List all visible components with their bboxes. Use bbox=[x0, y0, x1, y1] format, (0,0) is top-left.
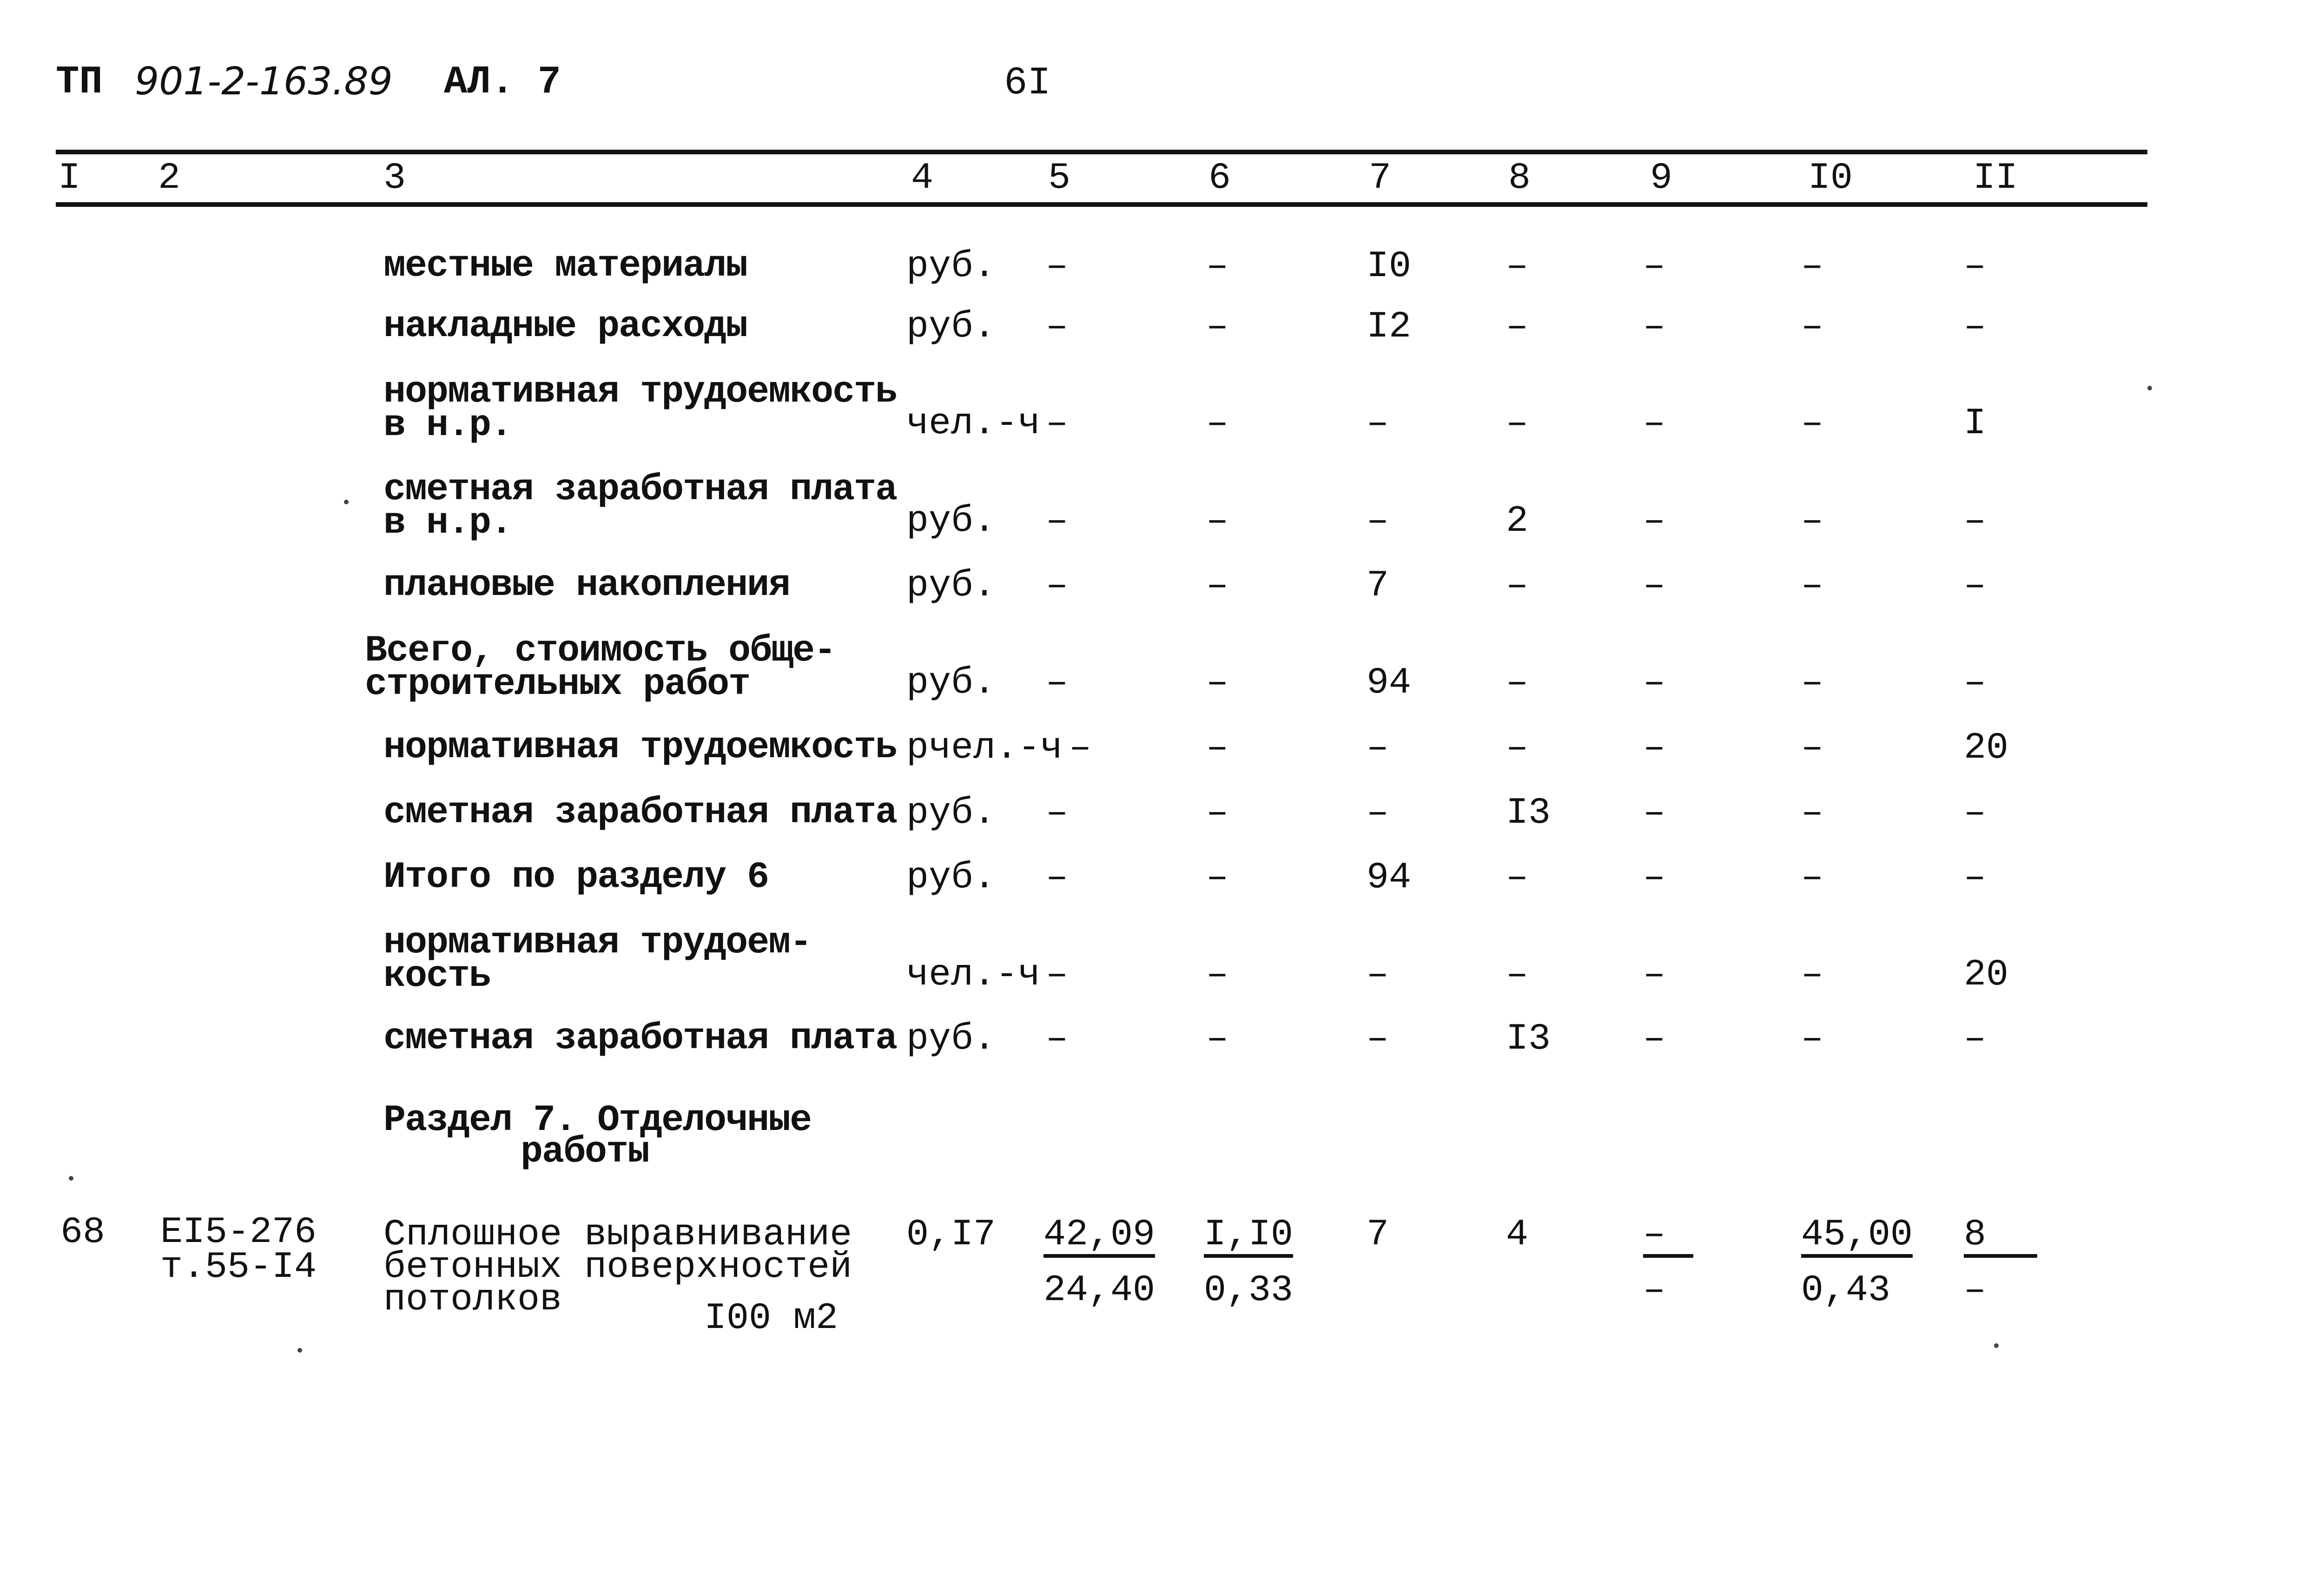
row-c8: – bbox=[1506, 306, 1529, 348]
row-c5: – bbox=[1046, 662, 1069, 704]
column-header-5: 5 bbox=[1048, 157, 1071, 199]
row-unit: чел.-ч bbox=[906, 954, 1041, 996]
row-c8: 2 bbox=[1506, 500, 1529, 542]
row-label: нормативная трудоемкость bbox=[383, 727, 897, 769]
row-c6: – bbox=[1206, 857, 1229, 899]
item-c10-top: 45,00 bbox=[1801, 1218, 1913, 1258]
row-c11: – bbox=[1964, 662, 1987, 704]
row-unit: руб. bbox=[906, 245, 996, 288]
row-c10: – bbox=[1801, 565, 1824, 607]
column-header-4: 4 bbox=[911, 157, 934, 199]
row-c10: – bbox=[1801, 662, 1824, 704]
row-c5: – bbox=[1046, 1018, 1069, 1060]
row-c7: – bbox=[1367, 1018, 1389, 1060]
row-c5: – bbox=[1046, 954, 1069, 996]
column-header-10: I0 bbox=[1808, 157, 1853, 199]
row-unit: рчел.-ч bbox=[906, 727, 1063, 769]
item-c11-bottom: – bbox=[1964, 1269, 1987, 1312]
item-c10-bottom: 0,43 bbox=[1801, 1269, 1891, 1312]
row-c7: 94 bbox=[1367, 662, 1412, 704]
scan-speckle bbox=[69, 1176, 73, 1181]
item-c9-bottom: – bbox=[1643, 1269, 1666, 1312]
row-c5: – bbox=[1046, 792, 1069, 834]
row-c11: – bbox=[1964, 857, 1987, 899]
item-unit: I00 м2 bbox=[704, 1297, 838, 1340]
row-c5: – bbox=[1046, 857, 1069, 899]
row-c10: – bbox=[1801, 245, 1824, 288]
column-header-7: 7 bbox=[1369, 157, 1392, 199]
row-c11: I bbox=[1964, 403, 1987, 445]
row-c5: – bbox=[1046, 245, 1069, 288]
item-c6-top: I,I0 bbox=[1204, 1218, 1293, 1258]
row-label: нормативная трудоемкость в н.р. bbox=[383, 371, 897, 447]
row-c11: 20 bbox=[1964, 954, 2009, 996]
row-c7: – bbox=[1367, 954, 1389, 996]
item-c5-top: 42,09 bbox=[1043, 1218, 1155, 1258]
row-c5: – bbox=[1046, 306, 1069, 348]
row-c9: – bbox=[1643, 1018, 1666, 1060]
row-c7: – bbox=[1367, 727, 1389, 769]
column-header-6: 6 bbox=[1208, 157, 1231, 199]
row-c9: – bbox=[1643, 403, 1666, 445]
row-c8: – bbox=[1506, 403, 1529, 445]
row-c6: – bbox=[1206, 662, 1229, 704]
row-c7: I2 bbox=[1367, 306, 1412, 348]
row-c7: – bbox=[1367, 500, 1389, 542]
row-c11: – bbox=[1964, 500, 1987, 542]
row-c9: – bbox=[1643, 662, 1666, 704]
row-c11: – bbox=[1964, 245, 1987, 288]
table-top-rule bbox=[56, 150, 2147, 154]
row-c6: – bbox=[1206, 306, 1229, 348]
row-label: сметная заработная плата bbox=[383, 792, 897, 834]
row-unit: руб. bbox=[906, 1018, 996, 1060]
row-c9: – bbox=[1643, 565, 1666, 607]
row-c10: – bbox=[1801, 954, 1824, 996]
row-c6: – bbox=[1206, 792, 1229, 834]
row-unit: руб. bbox=[906, 565, 996, 607]
item-number: 68 bbox=[60, 1211, 106, 1254]
row-c6: – bbox=[1206, 954, 1229, 996]
row-c5: – bbox=[1046, 565, 1069, 607]
row-label: сметная заработная плата в н.р. bbox=[383, 469, 897, 544]
item-code-ref: т.55-I4 bbox=[160, 1246, 317, 1288]
row-c9: – bbox=[1643, 857, 1666, 899]
row-c8: I3 bbox=[1506, 1018, 1551, 1060]
item-description: потолков bbox=[383, 1279, 562, 1321]
row-c10: – bbox=[1801, 500, 1824, 542]
row-c11: – bbox=[1964, 792, 1987, 834]
row-c8: I3 bbox=[1506, 792, 1551, 834]
column-header-11: II bbox=[1973, 157, 2018, 199]
doc-sheet: АЛ. 7 bbox=[444, 60, 561, 105]
row-c7: I0 bbox=[1367, 245, 1412, 288]
row-c5: – bbox=[1046, 500, 1069, 542]
column-header-9: 9 bbox=[1650, 157, 1673, 199]
row-c8: – bbox=[1506, 565, 1529, 607]
item-c6-bottom: 0,33 bbox=[1204, 1269, 1294, 1312]
row-label: Итого по разделу 6 bbox=[383, 856, 769, 898]
row-c7: – bbox=[1367, 792, 1389, 834]
row-c6: – bbox=[1206, 500, 1229, 542]
row-c9: – bbox=[1643, 245, 1666, 288]
row-c6: – bbox=[1206, 565, 1229, 607]
item-code: EI5-276 bbox=[160, 1211, 317, 1254]
row-unit: чел.-ч bbox=[906, 403, 1041, 445]
row-label: местные материалы bbox=[383, 245, 747, 287]
row-label: Всего, стоимость обще- строительных работ bbox=[365, 630, 836, 706]
row-unit: руб. bbox=[906, 662, 996, 704]
doc-code: 901-2-163.89 bbox=[135, 59, 393, 104]
scan-speckle bbox=[2147, 386, 2152, 390]
row-c9: – bbox=[1643, 500, 1666, 542]
row-c6: – bbox=[1206, 1018, 1229, 1060]
row-c6: – bbox=[1206, 403, 1229, 445]
column-header-2: 2 bbox=[158, 157, 181, 199]
row-c11: 20 bbox=[1964, 727, 2009, 769]
page-number: 6I bbox=[1004, 61, 1051, 106]
row-label: плановые накопления bbox=[383, 564, 790, 607]
row-c11: – bbox=[1964, 1018, 1987, 1060]
row-label: нормативная трудоем- кость bbox=[383, 922, 812, 997]
item-c5-bottom: 24,40 bbox=[1043, 1269, 1155, 1312]
row-c9: – bbox=[1643, 792, 1666, 834]
row-c8: – bbox=[1506, 727, 1529, 769]
item-c11-top: 8 bbox=[1964, 1218, 2037, 1258]
row-c10: – bbox=[1801, 727, 1824, 769]
row-unit: руб. bbox=[906, 306, 996, 348]
row-c8: – bbox=[1506, 857, 1529, 899]
doc-prefix: ТП bbox=[56, 60, 103, 105]
row-c7: 94 bbox=[1367, 857, 1412, 899]
table-header-rule bbox=[56, 202, 2147, 207]
row-c7: – bbox=[1367, 403, 1389, 445]
row-c8: – bbox=[1506, 662, 1529, 704]
row-c6: – bbox=[1206, 727, 1229, 769]
row-c7: 7 bbox=[1367, 565, 1389, 607]
row-c6: – bbox=[1206, 245, 1229, 288]
row-c9: – bbox=[1643, 954, 1666, 996]
scan-speckle bbox=[1994, 1343, 1999, 1348]
column-header-1: I bbox=[58, 157, 81, 199]
item-c8: 4 bbox=[1506, 1214, 1529, 1256]
column-header-8: 8 bbox=[1508, 157, 1531, 199]
row-c8: – bbox=[1506, 245, 1529, 288]
row-c10: – bbox=[1801, 792, 1824, 834]
section-title-cont: работы bbox=[521, 1131, 649, 1173]
row-c5: – bbox=[1069, 727, 1092, 769]
column-header-3: 3 bbox=[383, 157, 406, 199]
scan-speckle bbox=[297, 1348, 302, 1353]
item-c9-top: – bbox=[1643, 1218, 1693, 1258]
row-c5: – bbox=[1046, 403, 1069, 445]
row-c9: – bbox=[1643, 727, 1666, 769]
row-c8: – bbox=[1506, 954, 1529, 996]
scan-speckle bbox=[344, 500, 349, 504]
row-c10: – bbox=[1801, 306, 1824, 348]
row-unit: руб. bbox=[906, 792, 996, 834]
item-quantity: 0,I7 bbox=[906, 1214, 996, 1256]
row-unit: руб. bbox=[906, 500, 996, 542]
row-c11: – bbox=[1964, 306, 1987, 348]
item-description: Сплошное выравнивание bbox=[383, 1214, 852, 1256]
row-label: сметная заработная плата bbox=[383, 1017, 897, 1060]
row-c10: – bbox=[1801, 1018, 1824, 1060]
row-c10: – bbox=[1801, 857, 1824, 899]
row-label: накладные расходы bbox=[383, 305, 747, 348]
row-c9: – bbox=[1643, 306, 1666, 348]
row-c10: – bbox=[1801, 403, 1824, 445]
section-title: Раздел 7. Отделочные bbox=[383, 1099, 812, 1142]
row-c11: – bbox=[1964, 565, 1987, 607]
item-c7: 7 bbox=[1367, 1214, 1389, 1256]
row-unit: руб. bbox=[906, 857, 996, 899]
item-description: бетонных поверхностей bbox=[383, 1246, 852, 1288]
